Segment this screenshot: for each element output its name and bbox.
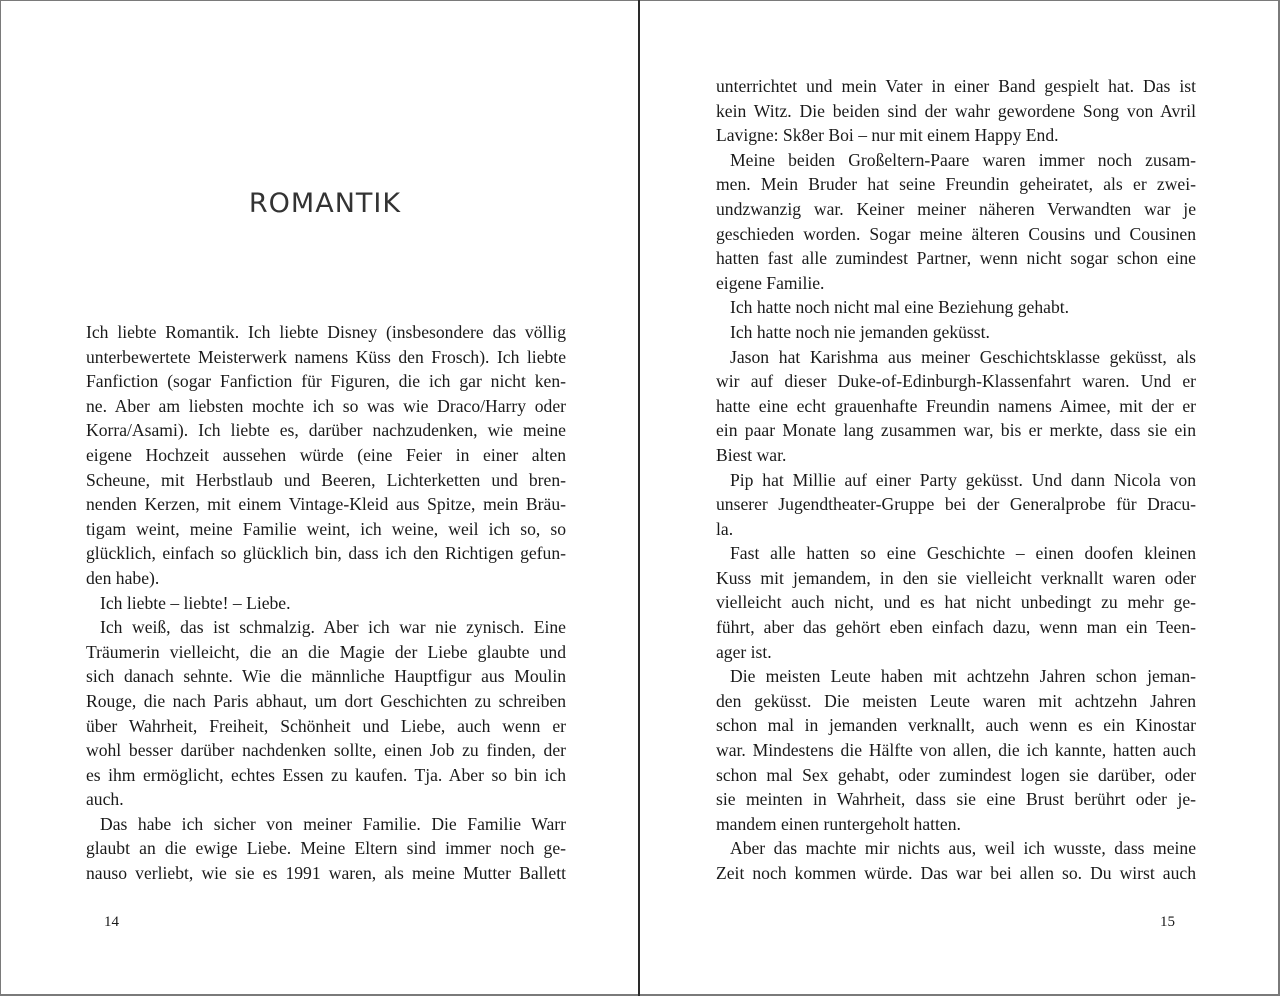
- text-line: führt, aber das gehört eben einfach dazu, wenn man ein Teen-: [716, 617, 1196, 638]
- text-line: mandem einen runtergeholt hatten.: [716, 813, 961, 834]
- text-line: Fanfiction (sogar Fanfiction für Figuren, die ich gar nicht ken-: [86, 371, 566, 392]
- text-line: Ich weiß, das ist schmalzig. Aber ich war nie zynisch. Eine: [100, 617, 566, 638]
- right-page: [640, 0, 1278, 996]
- text-line: nenden Kerzen, mit einem Vintage-Kleid aus Spitze, mein Bräu-: [86, 494, 566, 515]
- text-line: Das habe ich sicher von meiner Familie. Die Familie Warr: [100, 813, 566, 834]
- text-line: es ihm ermöglicht, echtes Essen zu kaufen. Tja. Aber so bin ich: [86, 764, 566, 785]
- right-body-text: [716, 74, 1196, 886]
- text-line: geschieden worden. Sogar meine älteren Cousins und Cousinen: [716, 223, 1196, 244]
- text-line: über Wahrheit, Freiheit, Schönheit und Liebe, auch wenn er: [86, 715, 566, 736]
- text-line: Pip hat Millie auf einer Party geküsst. Und dann Nicola von: [730, 469, 1196, 490]
- text-line: Scheune, mit Herbstlaub und Beeren, Lichterketten und bren-: [86, 469, 566, 490]
- text-line: Biest war.: [716, 444, 787, 465]
- text-line: Jason hat Karishma aus meiner Geschichtsklasse geküsst, als: [730, 346, 1196, 367]
- text-line: men. Mein Bruder hat seine Freundin geheiratet, als er zwei-: [716, 174, 1196, 195]
- text-line: wir auf dieser Duke-of-Edinburgh-Klassenfahrt waren. Und er: [716, 371, 1196, 392]
- text-line: glaubt an die ewige Liebe. Meine Eltern sind immer noch ge-: [86, 838, 566, 859]
- text-line: schon mal Sex gehabt, oder zumindest logen sie darüber, oder: [716, 764, 1196, 785]
- text-line: Träumerin vielleicht, die an die Magie der Liebe glaubte und: [86, 641, 566, 662]
- chapter-title: ROMANTIK: [248, 188, 402, 219]
- page-number-left: 14: [104, 914, 119, 930]
- text-line: hatte eine echt grauenhafte Freundin namens Aimee, mit der er: [716, 395, 1196, 416]
- text-line: vielleicht auch nicht, und es hat nicht unbedingt zu mehr ge-: [716, 592, 1196, 613]
- text-line: ager ist.: [716, 641, 772, 662]
- text-line: ne. Aber am liebsten mochte ich so was wie Draco/Harry oder: [86, 395, 566, 416]
- page-number-right: 15: [1160, 914, 1175, 930]
- text-line: eigene Familie.: [716, 272, 825, 293]
- text-line: Die meisten Leute haben mit achtzehn Jahren schon jeman-: [730, 666, 1196, 687]
- text-line: ein paar Monate lang zusammen war, bis er merkte, dass sie ein: [716, 420, 1196, 441]
- text-line: Zeit noch kommen würde. Das war bei allen so. Du wirst auch: [716, 863, 1196, 883]
- text-line: sich danach sehnte. Wie die männliche Hauptfigur aus Moulin: [86, 666, 566, 687]
- text-line: Rouge, die nach Paris abhaut, um dort Geschichten zu schreiben: [86, 690, 566, 711]
- text-line: Korra/Asami). Ich liebte es, darüber nachzudenken, wie meine: [86, 420, 566, 441]
- text-line: Ich liebte – liebte! – Liebe.: [100, 592, 291, 613]
- text-line: eigene Hochzeit aussehen würde (eine Feier in einer alten: [86, 444, 566, 465]
- text-line: nauso verliebt, wie sie es 1991 waren, als meine Mutter Ballett: [86, 863, 566, 884]
- text-line: undzwanzig war. Keiner meiner näheren Verwandten war je: [716, 198, 1196, 219]
- text-line: sie meinten in Wahrheit, dass sie eine Brust berührt oder je-: [716, 789, 1196, 810]
- text-line: Ich hatte noch nicht mal eine Beziehung gehabt.: [730, 297, 1070, 318]
- text-line: Lavigne: Sk8er Boi – nur mit einem Happy End.: [716, 125, 1059, 146]
- text-line: kein Witz. Die beiden sind der wahr gewordene Song von Avril: [716, 100, 1196, 121]
- text-line: Ich hatte noch nie jemanden geküsst.: [730, 321, 990, 342]
- text-line: wohl besser darüber nachdenken sollte, einen Job zu finden, der: [86, 740, 566, 761]
- text-line: glücklich, einfach so glücklich bin, dass ich den Richtigen gefun-: [86, 543, 566, 564]
- text-line: Kuss mit jemandem, in den sie vielleicht verknallt waren oder: [716, 567, 1196, 588]
- text-line: schon mal in jemanden verknallt, auch wenn es ein Kinostar: [716, 715, 1196, 736]
- text-line: den geküsst. Die meisten Leute waren mit achtzehn Jahren: [716, 690, 1196, 711]
- text-line: war. Mindestens die Hälfte von allen, die ich kannte, hatten auch: [716, 740, 1196, 761]
- left-page: [0, 0, 638, 996]
- left-body-text: [86, 320, 566, 886]
- text-line: Ich liebte Romantik. Ich liebte Disney (insbesondere das völlig: [86, 322, 566, 342]
- text-line: hatten fast alle zumindest Partner, wenn nicht sogar schon eine: [716, 248, 1196, 269]
- text-line: Aber das machte mir nichts aus, weil ich wusste, dass meine: [730, 838, 1196, 859]
- text-line: auch.: [86, 789, 124, 810]
- text-line: unserer Jugendtheater-Gruppe bei der Generalprobe für Dracu-: [716, 494, 1196, 515]
- text-line: tigam weint, meine Familie weint, ich weine, weil ich so, so: [86, 518, 566, 539]
- text-line: unterbewertete Meisterwerk namens Küss den Frosch). Ich liebte: [86, 346, 566, 367]
- text-line: den habe).: [86, 567, 160, 588]
- text-line: la.: [716, 518, 734, 539]
- text-line: unterrichtet und mein Vater in einer Band gespielt hat. Das ist: [716, 76, 1196, 96]
- text-line: Fast alle hatten so eine Geschichte – einen doofen kleinen: [730, 543, 1196, 564]
- text-line: Meine beiden Großeltern-Paare waren immer noch zusam-: [730, 149, 1196, 170]
